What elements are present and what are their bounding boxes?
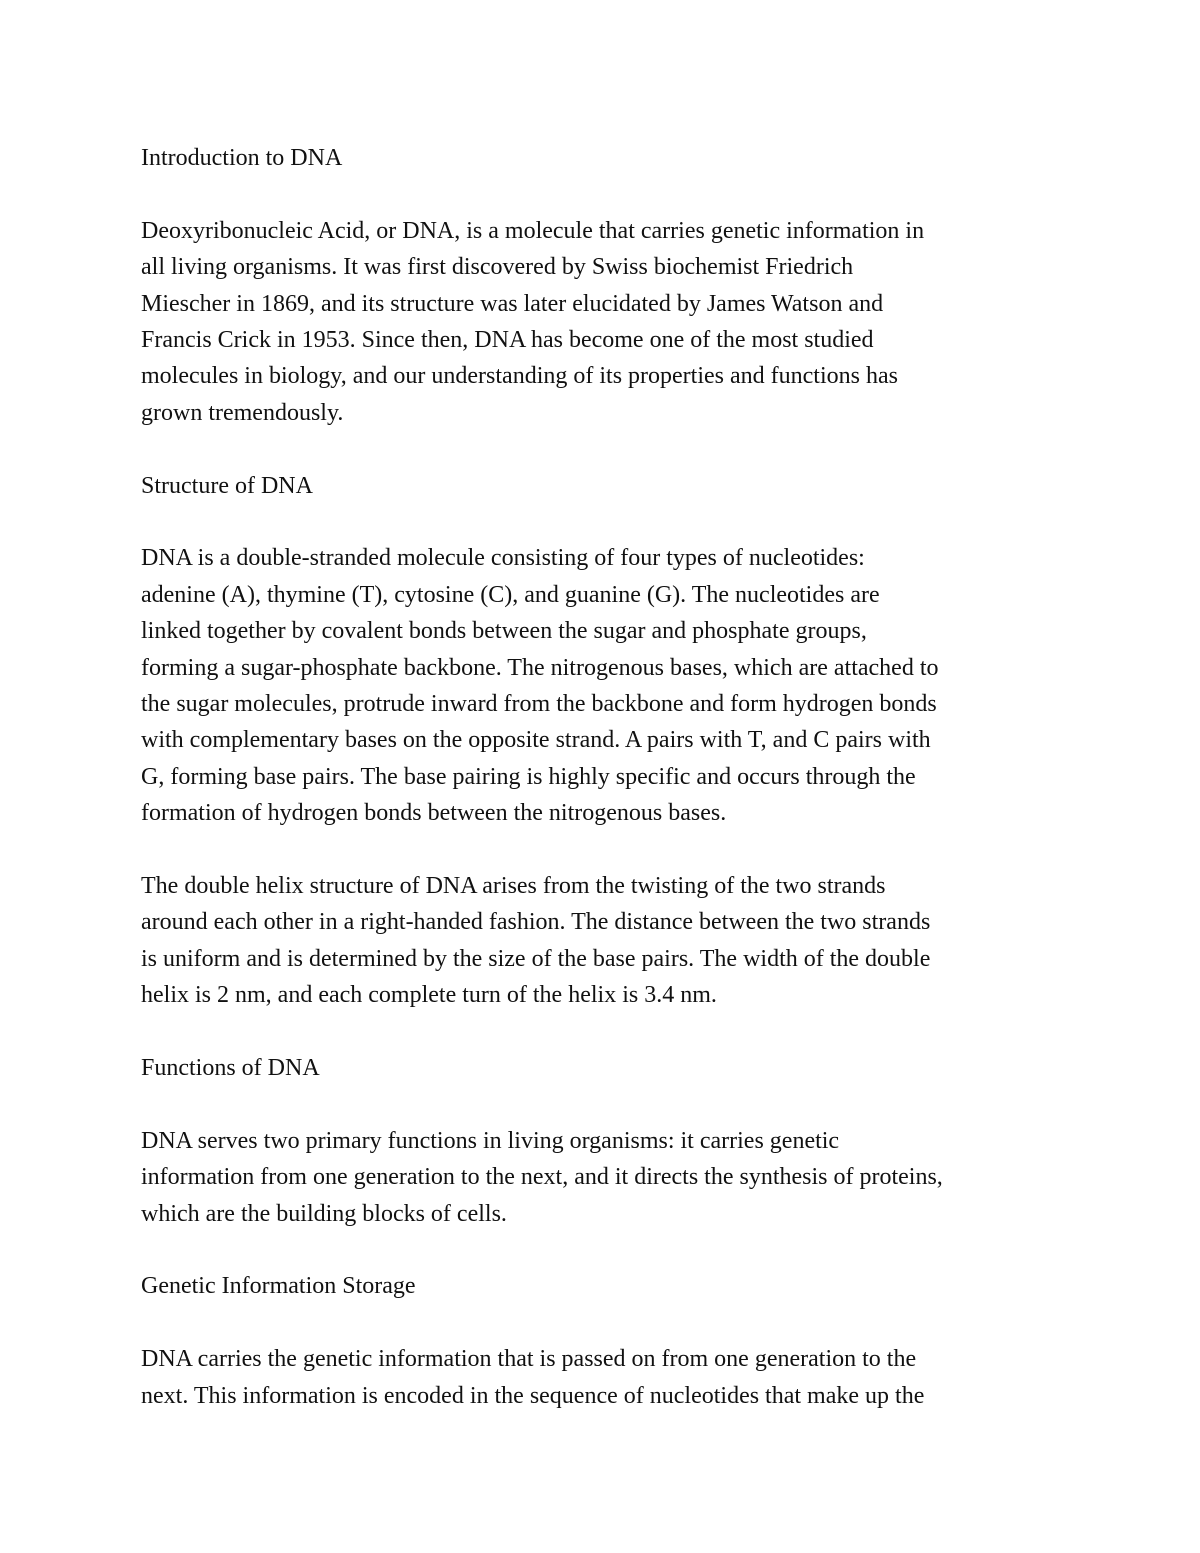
paragraph [141,868,1066,1014]
paragraph-line: Francis Crick in 1953. Since then, DNA has become one of the most studied [141,327,874,354]
paragraph-line: forming a sugar-phosphate backbone. The nitrogenous bases, which are attached to [141,654,939,681]
paragraph-line: linked together by covalent bonds between the sugar and phosphate groups, [141,618,867,645]
paragraph-line: molecules in biology, and our understanding of its properties and functions has [141,363,898,390]
section-heading [141,1268,1066,1304]
paragraph-line: the sugar molecules, protrude inward from the backbone and form hydrogen bonds [141,691,937,718]
paragraph-line: grown tremendously. [141,399,344,426]
paragraph-line: which are the building blocks of cells. [141,1200,507,1227]
section-heading [141,1050,1066,1086]
paragraph-line: next. This information is encoded in the sequence of nucleotides that make up the [141,1382,925,1409]
paragraph-line: with complementary bases on the opposite strand. A pairs with T, and C pairs with [141,727,931,754]
section-heading [141,468,1066,504]
paragraph [141,1123,1066,1232]
paragraph-line: G, forming base pairs. The base pairing is highly specific and occurs through the [141,763,916,790]
paragraph-line: all living organisms. It was first discovered by Swiss biochemist Friedrich [141,254,854,281]
paragraph-line: Deoxyribonucleic Acid, or DNA, is a molecule that carries genetic information in [141,217,925,244]
paragraph [141,213,1066,431]
heading-text: Introduction to DNA [141,145,343,171]
heading-text: Structure of DNA [141,472,313,499]
paragraph-line: Miescher in 1869, and its structure was later elucidated by James Watson and [141,290,884,317]
paragraph-line: DNA carries the genetic information that is passed on from one generation to the [141,1346,917,1373]
heading-text: Genetic Information Storage [141,1273,416,1300]
paragraph-line: information from one generation to the next, and it directs the synthesis of proteins, [141,1164,943,1191]
paragraph-line: DNA serves two primary functions in living organisms: it carries genetic [141,1127,840,1154]
paragraph-line: helix is 2 nm, and each complete turn of the helix is 3.4 nm. [141,982,717,1009]
paragraph-line: is uniform and is determined by the size of the base pairs. The width of the double [141,945,931,972]
heading-text: Functions of DNA [141,1055,320,1082]
paragraph-line: around each other in a right-handed fashion. The distance between the two strands [141,909,931,936]
paragraph-line: adenine (A), thymine (T), cytosine (C), and guanine (G). The nucleotides are [141,581,880,608]
document-page [141,140,1066,1450]
paragraph [141,540,1066,831]
paragraph [141,1341,1066,1414]
paragraph-line: The double helix structure of DNA arises from the twisting of the two strands [141,873,886,900]
section-heading [141,140,1066,176]
paragraph-line: formation of hydrogen bonds between the nitrogenous bases. [141,800,727,827]
paragraph-line: DNA is a double-stranded molecule consisting of four types of nucleotides: [141,545,865,572]
